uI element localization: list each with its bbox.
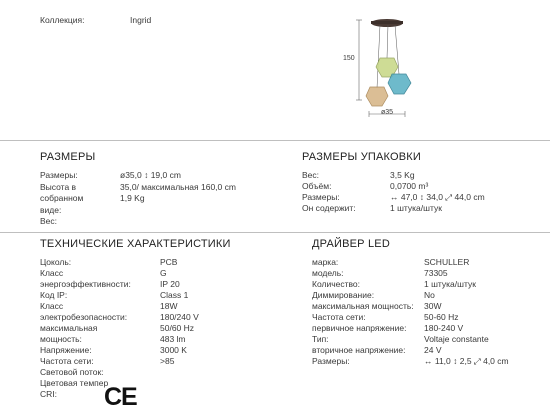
driver-table: марка: SCHULLER модель: 73305 Количество: 1 штука/штук Диммирование: No максимальная мощность: 30W Частота сети: 50-60 Hz первичное напряжение: 180-240 V Тип: Voltaje constante вторичное напряжение: 24 V Размеры: ↔ 11,0 ↕ 2,5 ⤢ 4,0 cm	[312, 257, 509, 366]
tech-label: CRI:	[40, 389, 57, 399]
sizes-title: РАЗМЕРЫ	[40, 151, 96, 163]
tech-label: Напряжение:	[40, 345, 92, 355]
tech-label: Световой поток:	[40, 367, 104, 377]
tech-value: 50/60 Hz	[160, 323, 195, 333]
tech-label: Класс	[40, 268, 64, 278]
tech-value: Class 1	[160, 290, 189, 300]
sizes-value: ø35,0 ↕ 19,0 cm	[120, 170, 181, 180]
sizes-table	[40, 170, 280, 230]
tech-title: ТЕХНИЧЕСКИЕ ХАРАКТЕРИСТИКИ	[40, 238, 231, 250]
tech-label: Код IP:	[40, 290, 68, 300]
height-dimension-label: 150	[343, 55, 355, 62]
tech-value: >85	[160, 356, 175, 366]
product-drawing	[355, 10, 425, 122]
tech-value: IP 20	[160, 279, 180, 289]
diameter-dimension-label: ø35	[381, 109, 394, 116]
tech-label: Цоколь:	[40, 257, 72, 267]
tech-label: энергоэффективности:	[40, 279, 131, 289]
tech-value: 483 lm	[160, 334, 186, 344]
tech-value: 18W	[160, 301, 178, 311]
collection-value: Ingrid	[130, 15, 152, 25]
driver-title: ДРАЙВЕР LED	[312, 238, 390, 250]
tech-label: мощность:	[40, 334, 82, 344]
tech-label: Частота сети:	[40, 356, 94, 366]
tech-label: Цветовая темпер	[40, 378, 109, 388]
sizes-label: Высота в	[40, 182, 77, 192]
sizes-label: виде:	[40, 205, 62, 215]
tech-label: максимальная	[40, 323, 98, 333]
tech-value: G	[160, 268, 167, 278]
packaging-title: РАЗМЕРЫ УПАКОВКИ	[302, 151, 422, 163]
tech-value: 180/240 V	[160, 312, 199, 322]
sizes-label: собранном	[40, 193, 84, 203]
packaging-table: Вес: 3,5 Kg Объём: 0,0700 m³ Размеры: ↔ 47,0 ↕ 34,0 ⤢ 44,0 cm Он содержит: 1 штука/штук	[302, 170, 485, 213]
sizes-value: 35,0/ максимальная 160,0 cm	[120, 182, 236, 192]
section-divider	[0, 140, 550, 141]
tech-label: Класс	[40, 301, 64, 311]
tech-label: электробезопасности:	[40, 312, 128, 322]
collection-label: Коллекция:	[40, 15, 85, 25]
sizes-value: 1,9 Kg	[120, 193, 145, 203]
tech-value: PCB	[160, 257, 178, 267]
sizes-label: Размеры:	[40, 170, 78, 180]
tech-table	[40, 257, 280, 407]
ce-mark-icon: CE	[104, 383, 137, 411]
section-divider	[0, 232, 550, 233]
sizes-label: Вес:	[40, 216, 58, 226]
tech-value: 3000 K	[160, 345, 187, 355]
